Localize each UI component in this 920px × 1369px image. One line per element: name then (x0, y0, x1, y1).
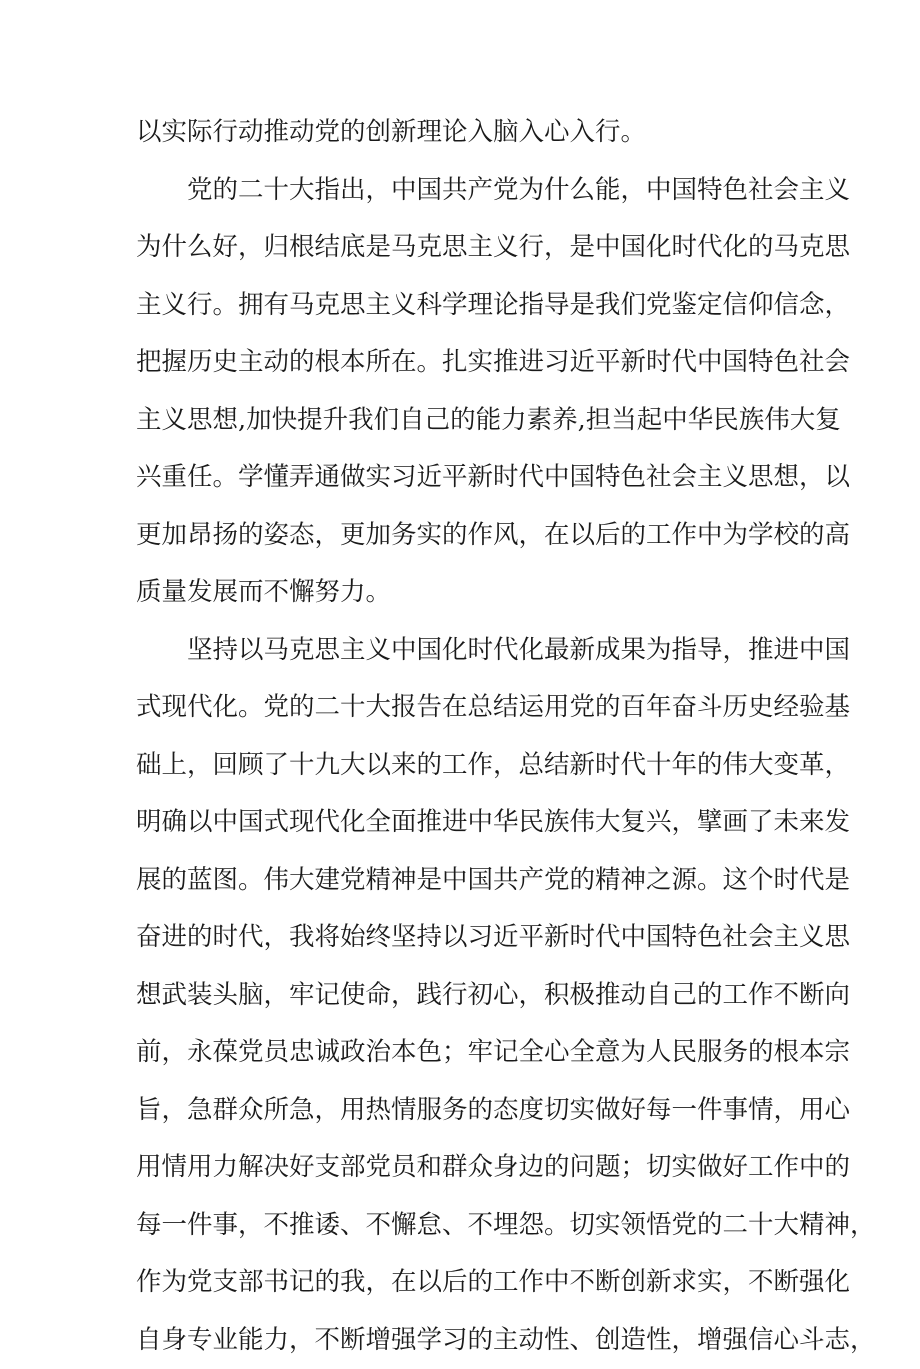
text-line: 党的二十大指出，中国共产党为什么能，中国特色社会主义 (136, 162, 796, 220)
text-line: 为什么好，归根结底是马克思主义行，是中国化时代化的马克思 (136, 219, 796, 277)
text-line: 础上，回顾了十九大以来的工作，总结新时代十年的伟大变革， (136, 737, 796, 795)
text-line: 用情用力解决好支部党员和群众身边的问题；切实做好工作中的 (136, 1139, 796, 1197)
text-line: 更加昂扬的姿态，更加务实的作风，在以后的工作中为学校的高 (136, 507, 796, 565)
text-line: 坚持以马克思主义中国化时代化最新成果为指导，推进中国 (136, 622, 796, 680)
text-line: 作为党支部书记的我，在以后的工作中不断创新求实，不断强化 (136, 1254, 796, 1312)
text-line: 每一件事，不推诿、不懈怠、不埋怨。切实领悟党的二十大精神， (136, 1197, 796, 1255)
text-line: 前，永葆党员忠诚政治本色；牢记全心全意为人民服务的根本宗 (136, 1024, 796, 1082)
text-line: 主义行。拥有马克思主义科学理论指导是我们党鉴定信仰信念， (136, 277, 796, 335)
text-line: 奋进的时代，我将始终坚持以习近平新时代中国特色社会主义思 (136, 909, 796, 967)
text-line: 以实际行动推动党的创新理论入脑入心入行。 (136, 104, 796, 162)
text-line: 自身专业能力，不断增强学习的主动性、创造性，增强信心斗志， (136, 1312, 796, 1369)
text-line: 式现代化。党的二十大报告在总结运用党的百年奋斗历史经验基 (136, 679, 796, 737)
text-line: 兴重任。学懂弄通做实习近平新时代中国特色社会主义思想，以 (136, 449, 796, 507)
text-line: 想武装头脑，牢记使命，践行初心，积极推动自己的工作不断向 (136, 967, 796, 1025)
body-text (136, 104, 796, 1369)
text-line: 把握历史主动的根本所在。扎实推进习近平新时代中国特色社会 (136, 334, 796, 392)
text-line: 主义思想,加快提升我们自己的能力素养,担当起中华民族伟大复 (136, 392, 796, 450)
text-line: 展的蓝图。伟大建党精神是中国共产党的精神之源。这个时代是 (136, 852, 796, 910)
text-line: 明确以中国式现代化全面推进中华民族伟大复兴，擘画了未来发 (136, 794, 796, 852)
text-line: 质量发展而不懈努力。 (136, 564, 796, 622)
text-line: 旨，急群众所急，用热情服务的态度切实做好每一件事情，用心 (136, 1082, 796, 1140)
